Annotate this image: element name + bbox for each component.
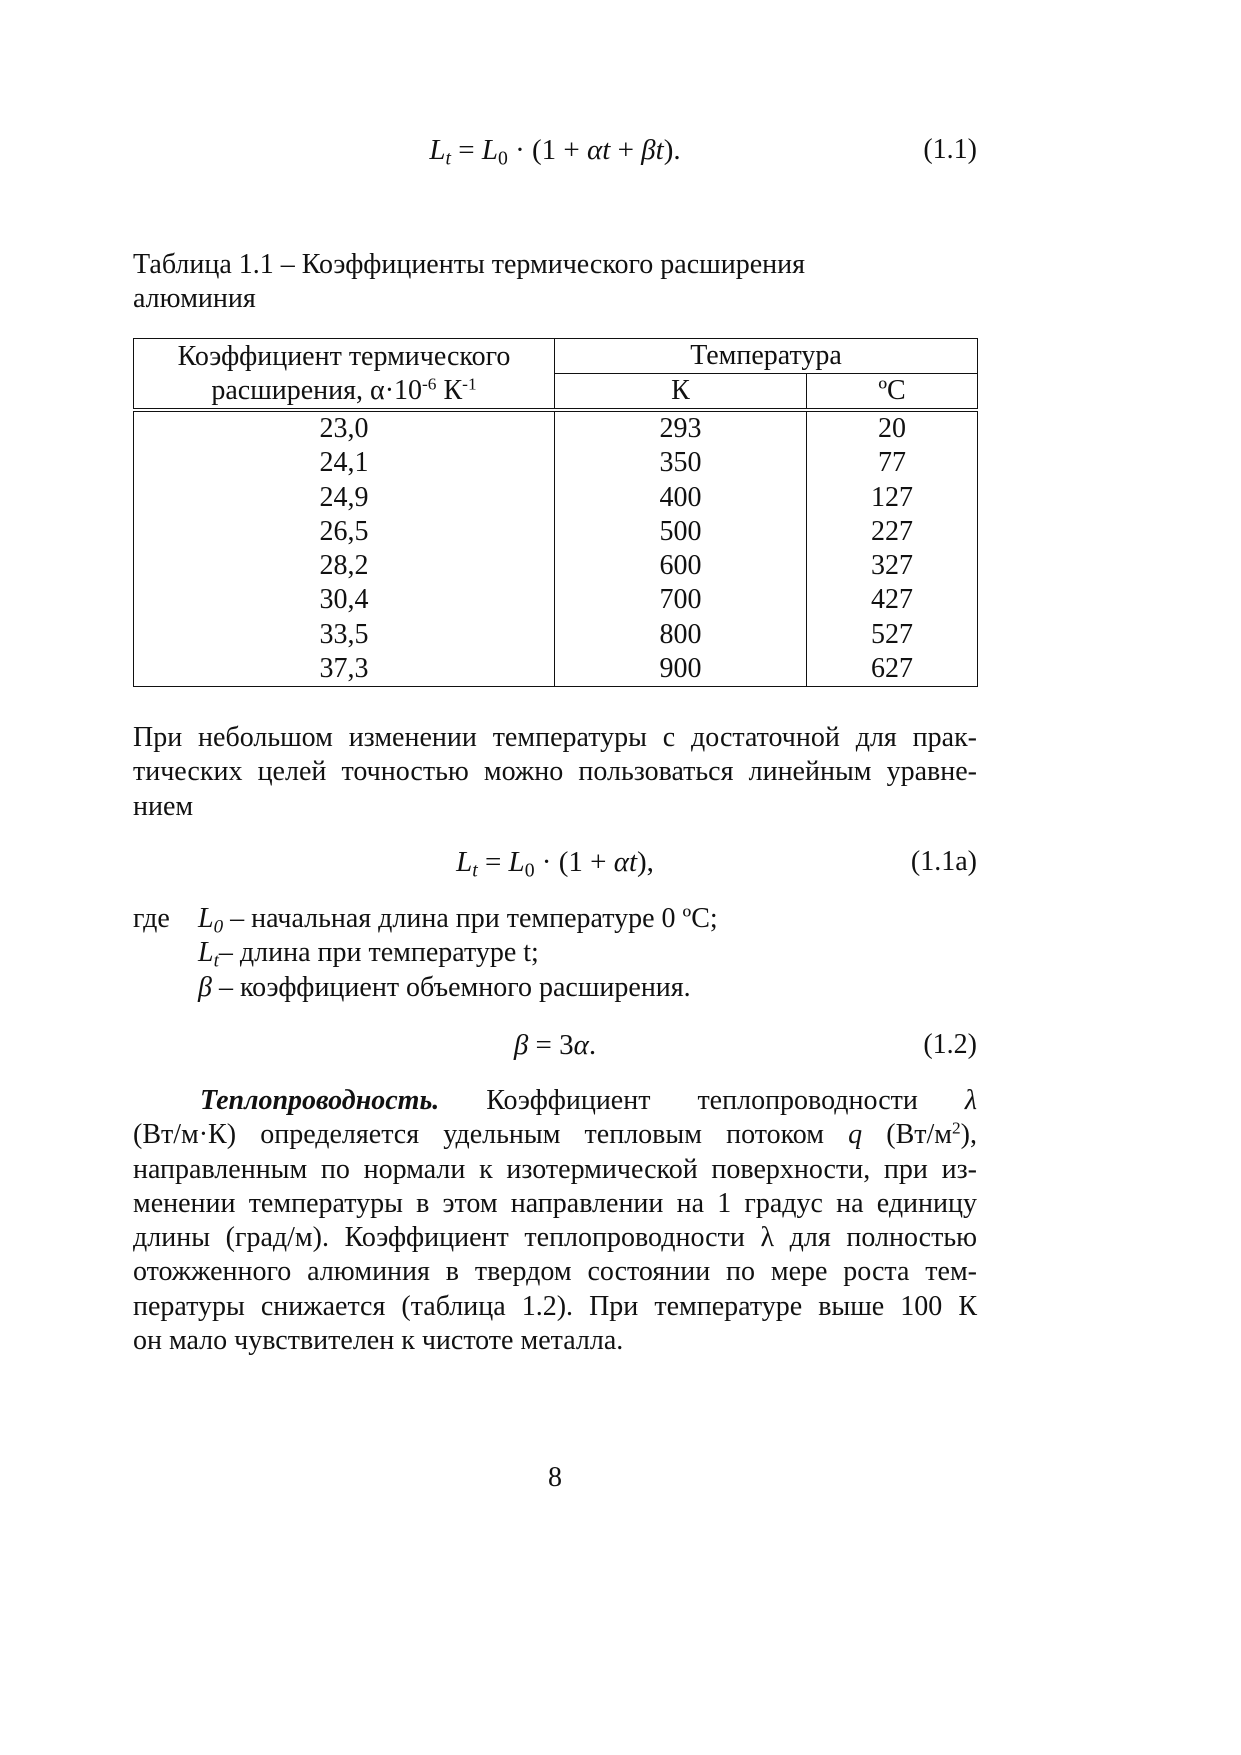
table-caption-line bbox=[133, 282, 977, 316]
thermal-expansion-table bbox=[133, 338, 978, 687]
text-run: ), bbox=[637, 846, 654, 878]
table-row bbox=[134, 515, 978, 549]
formula bbox=[133, 133, 977, 170]
paragraph-line bbox=[133, 755, 977, 789]
cell-expansion-coefficient: 24,9 bbox=[134, 481, 555, 515]
table-row bbox=[134, 410, 978, 446]
paragraph-linear-equation bbox=[133, 721, 977, 824]
cell-temperature-celsius: 127 bbox=[807, 481, 978, 515]
table-header-temperature: Температура bbox=[555, 339, 978, 374]
text-run: – длина при температуре t; bbox=[218, 937, 539, 969]
text-run: При небольшом изменении температуры с достаточной для прак- bbox=[133, 722, 977, 753]
text-run: направленным по нормали к изотермической поверхности, при из- bbox=[133, 1153, 977, 1185]
cell-temperature-celsius: 327 bbox=[807, 549, 978, 583]
paragraph-line bbox=[133, 1324, 977, 1358]
subscript: t bbox=[213, 950, 219, 972]
paragraph-line bbox=[133, 790, 977, 824]
table-row bbox=[134, 652, 978, 687]
table-caption bbox=[133, 248, 977, 317]
text-run: ), bbox=[960, 1119, 977, 1151]
cell-temperature-celsius: 427 bbox=[807, 583, 978, 617]
text-run: расширения, α·10 bbox=[211, 374, 423, 406]
where-label: где bbox=[133, 903, 170, 934]
text-run: Коэффициент теплопроводности bbox=[439, 1085, 965, 1116]
text-run: = bbox=[451, 134, 482, 166]
cell-temperature-celsius: 20 bbox=[807, 410, 978, 446]
math-variable: α bbox=[573, 1029, 589, 1061]
text-run: отожженного алюминия в твердом состоянии по мере роста тем- bbox=[133, 1256, 977, 1288]
math-variable: λ bbox=[964, 1085, 977, 1116]
cell-temperature-celsius: 227 bbox=[807, 515, 978, 549]
text-run: = 3 bbox=[528, 1029, 574, 1061]
table-caption-line bbox=[133, 248, 977, 282]
formula bbox=[133, 1028, 977, 1062]
text-run: · (1 + bbox=[534, 846, 614, 878]
paragraph-line bbox=[133, 1084, 977, 1118]
text-run: (Вт/м bbox=[862, 1119, 952, 1151]
math-variable: β bbox=[513, 1029, 529, 1061]
table-row bbox=[134, 549, 978, 583]
definition-item bbox=[198, 936, 977, 970]
cell-expansion-coefficient: 33,5 bbox=[134, 618, 555, 652]
paragraph-line bbox=[133, 1221, 977, 1255]
paragraph-thermal-conductivity bbox=[133, 1084, 977, 1358]
paragraph-line bbox=[133, 1118, 977, 1152]
superscript: -1 bbox=[462, 373, 477, 393]
text-run: алюминия bbox=[133, 283, 256, 315]
cell-temperature-kelvin: 700 bbox=[555, 583, 807, 617]
equation-1-1a bbox=[133, 845, 977, 882]
paragraph-line bbox=[133, 1187, 977, 1221]
text-run: + bbox=[610, 134, 642, 166]
cell-temperature-celsius: 77 bbox=[807, 446, 978, 480]
text-run: нием bbox=[133, 790, 194, 822]
definition-item bbox=[198, 971, 977, 1005]
table-row bbox=[134, 618, 978, 652]
formula bbox=[133, 845, 977, 882]
math-variable: αt bbox=[613, 846, 637, 878]
subscript: 0 bbox=[524, 859, 535, 882]
math-variable: L bbox=[198, 937, 214, 969]
subscript: t bbox=[445, 147, 451, 170]
header-line: Коэффициент термического bbox=[177, 340, 511, 372]
superscript: 2 bbox=[951, 1118, 961, 1138]
paragraph-line bbox=[133, 1153, 977, 1187]
cell-temperature-kelvin: 800 bbox=[555, 618, 807, 652]
cell-temperature-kelvin: 293 bbox=[555, 410, 807, 446]
cell-temperature-celsius: 527 bbox=[807, 618, 978, 652]
table-header-kelvin: К bbox=[555, 374, 807, 411]
table-row bbox=[134, 481, 978, 515]
text-run: менении температуры в этом направлении на 1 градус на единицу bbox=[133, 1187, 977, 1219]
cell-expansion-coefficient: 37,3 bbox=[134, 652, 555, 687]
table-row bbox=[134, 583, 978, 617]
cell-expansion-coefficient: 28,2 bbox=[134, 549, 555, 583]
page-number: 8 bbox=[548, 1462, 562, 1493]
text-run: пературы снижается (таблица 1.2). При температуре выше 100 К bbox=[133, 1290, 977, 1322]
cell-temperature-kelvin: 400 bbox=[555, 481, 807, 515]
text-run: К bbox=[436, 374, 463, 406]
equation-number: (1.1a) bbox=[910, 846, 977, 877]
subscript: 0 bbox=[498, 147, 508, 170]
math-variable: βt bbox=[641, 134, 664, 166]
table-row bbox=[134, 446, 978, 480]
equation-1-2 bbox=[133, 1028, 977, 1062]
equation-number: (1.1) bbox=[923, 134, 977, 165]
table-header-coefficient bbox=[134, 339, 555, 411]
cell-temperature-celsius: 627 bbox=[807, 652, 978, 687]
cell-temperature-kelvin: 600 bbox=[555, 549, 807, 583]
superscript: -6 bbox=[422, 373, 437, 393]
subscript: t bbox=[472, 859, 478, 882]
cell-temperature-kelvin: 900 bbox=[555, 652, 807, 687]
table-header-celsius: ºC bbox=[807, 374, 978, 411]
equation-1-1 bbox=[133, 133, 977, 170]
subscript: 0 bbox=[213, 916, 224, 938]
math-variable: L bbox=[481, 134, 498, 166]
text-run: он мало чувствителен к чистоте металла. bbox=[133, 1325, 624, 1357]
text-run: ). bbox=[663, 134, 681, 166]
math-variable: L bbox=[456, 846, 473, 878]
paragraph-line bbox=[133, 1290, 977, 1324]
math-variable: L bbox=[429, 134, 446, 166]
definitions-list bbox=[198, 902, 977, 1005]
text-run: – коэффициент объемного расширения. bbox=[211, 971, 691, 1003]
cell-expansion-coefficient: 30,4 bbox=[134, 583, 555, 617]
cell-temperature-kelvin: 350 bbox=[555, 446, 807, 480]
header-line bbox=[134, 374, 554, 408]
table-body bbox=[134, 410, 978, 687]
term-heading: Теплопроводность. bbox=[200, 1085, 440, 1116]
equation-number: (1.2) bbox=[923, 1029, 977, 1060]
text-run: тических целей точностью можно пользоваться линейным уравне- bbox=[133, 756, 977, 788]
table-header bbox=[134, 339, 978, 411]
cell-expansion-coefficient: 23,0 bbox=[134, 410, 555, 446]
paragraph-line bbox=[133, 721, 977, 755]
text-run: длины (град/м). Коэффициент теплопроводности λ для полностью bbox=[133, 1222, 977, 1254]
math-variable: q bbox=[848, 1119, 863, 1151]
text-run: (Вт/м·К) определяется удельным тепловым потоком bbox=[133, 1119, 849, 1151]
cell-expansion-coefficient: 24,1 bbox=[134, 446, 555, 480]
math-variable: L bbox=[508, 846, 525, 878]
text-run: – начальная длина при температуре 0 ºC; bbox=[223, 903, 718, 934]
cell-expansion-coefficient: 26,5 bbox=[134, 515, 555, 549]
math-variable: L bbox=[198, 903, 214, 934]
paragraph-line bbox=[133, 1255, 977, 1289]
math-variable: αt bbox=[587, 134, 611, 166]
text-run: Таблица 1.1 – Коэффициенты термического расширения bbox=[133, 249, 805, 280]
table-header-row bbox=[134, 339, 978, 374]
text-run: · (1 + bbox=[507, 134, 588, 166]
cell-temperature-kelvin: 500 bbox=[555, 515, 807, 549]
text-run: = bbox=[477, 846, 509, 878]
text-run: . bbox=[588, 1029, 597, 1061]
math-variable: β bbox=[198, 971, 212, 1003]
definition-item bbox=[198, 902, 977, 936]
